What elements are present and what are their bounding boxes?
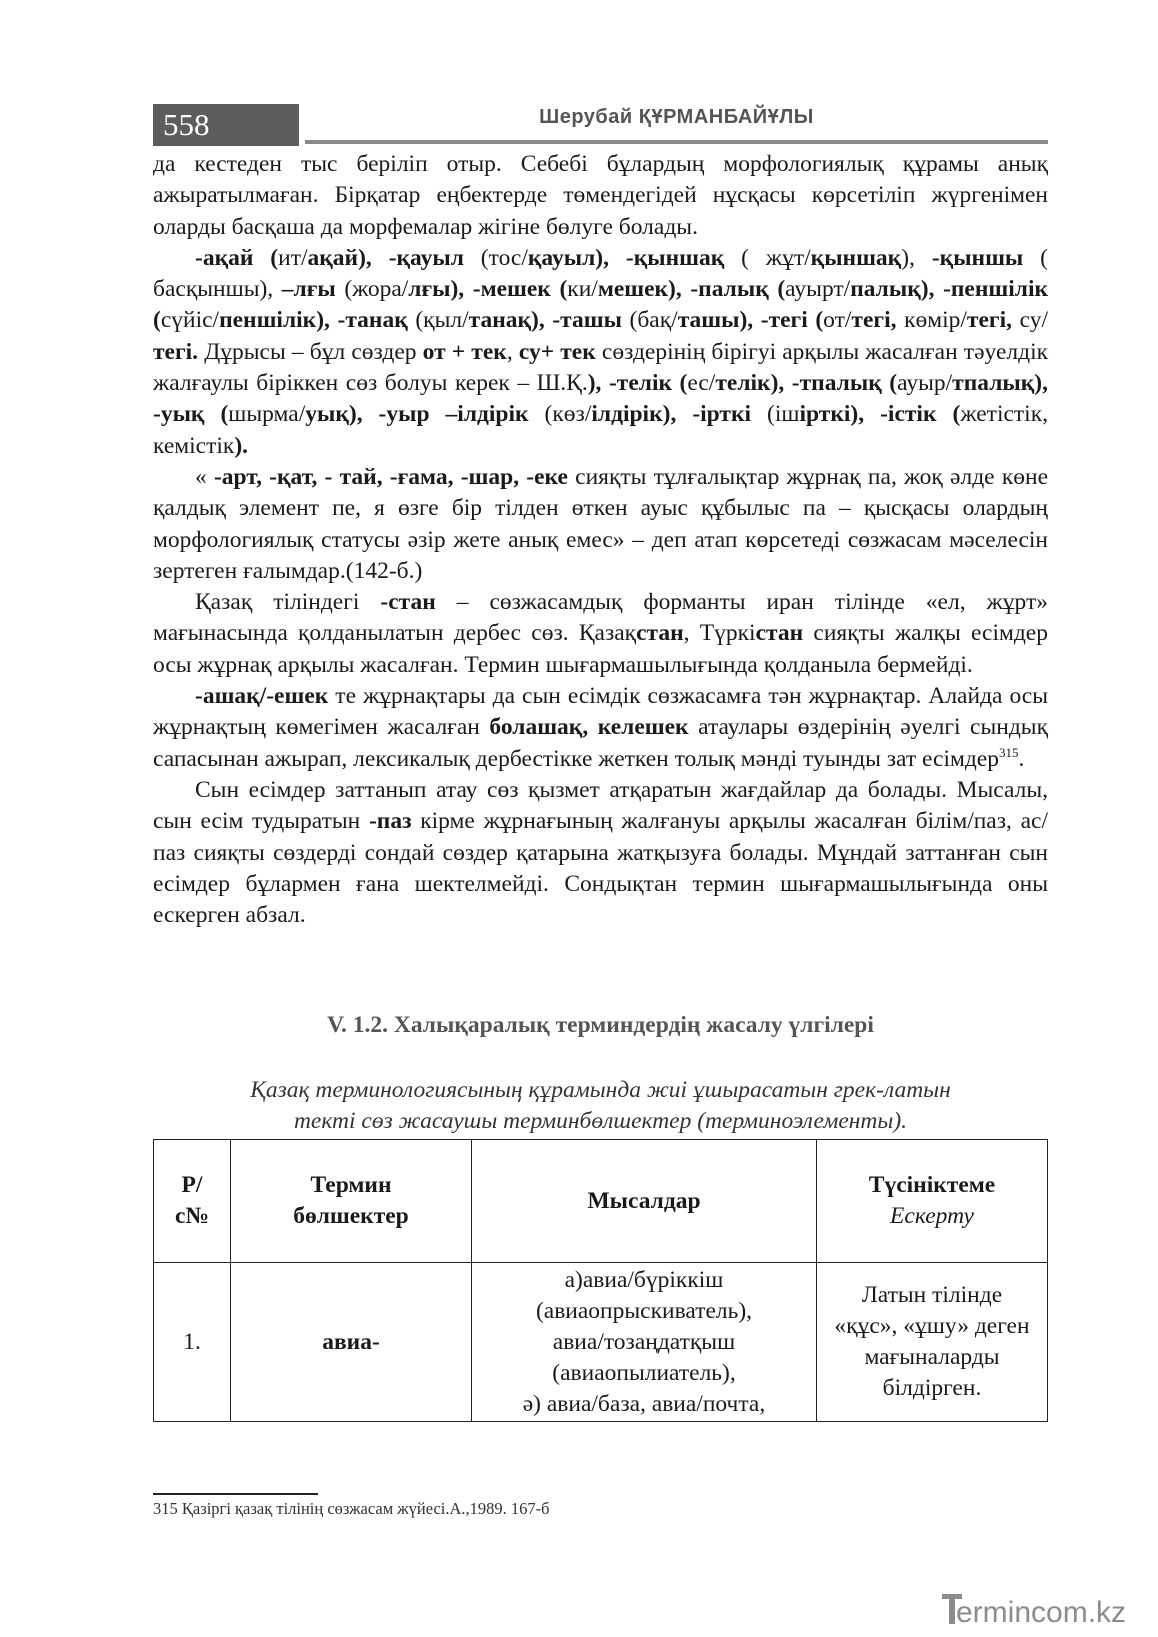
header-term-part: Термин бөлшектер <box>231 1140 472 1263</box>
section-title: V. 1.2. Халықаралық терминдердің жасалу үлгілері <box>327 1012 874 1038</box>
paragraph: -ақай (ит/ақай), -қауыл (тос/қауыл), -қыншақ ( жұт/қыншақ), -қыншы ( басқыншы), –лғы (жора/лғы), -мешек (ки/мешек), -палық (ауырт/палық), -пеншілік (сүйіс/пеншілік), -танақ (қыл/танақ), -ташы (бақ/ташы), -тегі (от/тегі, көмір/тегі, су/тегі. Дұрысы – бұл сөздер от + тек, су+ тек сөздерінің бірігуі арқылы жасалған тәуелдік жалғаулы біріккен сөз болуы керек – Ш.Қ.), -телік (ес/телік), -тпалық (ауыр/тпалық), -уық (шырма/уық), -уыр –ілдірік (көз/ілдірік), -ірткі (ішірткі), -істік (жетістік, кемістік). <box>153 244 1049 459</box>
table-header-row <box>154 1140 1048 1263</box>
running-title: Шерубай ҚҰРМАНБАЙҰЛЫ <box>539 106 814 128</box>
paragraph: Сын есімдер заттанып атау сөз қызмет атқаратын жағдайлар да болады. Мысалы, сын есім тудыратын -паз кірме жұрнағының жалғануы арқылы жасалған білім/паз, ас/паз сияқты сөздерді сондай сөздер қатарына жатқызуға болады. Мұндай заттанған сын есімдер бұлармен ғана шектелмейді. Сондықтан термин шығармашылығында оны ескерген абзал. <box>153 776 1048 929</box>
paragraph: « -арт, -қат, - тай, -ғама, -шар, -еке сияқты тұлғалықтар жұрнақ па, жоқ әлде көне қалдық элемент пе, я өзге бір тілден өткен ауыс құбылыс па – қысқасы олардың морфологиялық статусы әзір жете анық емес» – деп атап көрсетеді сөзжасам мәселесін зертеген ғалымдар.(142-б.) <box>153 463 1048 584</box>
header-number: Р/ с№ <box>154 1140 231 1263</box>
body-text <box>153 149 1048 931</box>
cell-note: Латын тілінде «құс», «ұшу» деген мағыналарды білдірген. <box>817 1263 1048 1422</box>
table-row <box>154 1263 1048 1422</box>
page-number: 558 <box>153 104 299 146</box>
watermark-logo <box>942 1589 1152 1629</box>
cell-number: 1. <box>154 1263 231 1422</box>
paragraph: да кестеден тыс беріліп отыр. Себебі бұлардың морфологиялық құрамы анық ажыратылмаған. Бірқатар еңбектерде төмендегідей нұсқасы көрсетіліп жүргенімен оларды басқаша да морфемалар жігіне бөлуге болады. <box>153 151 1048 240</box>
header-rule <box>305 140 1048 144</box>
cell-examples: а)авиа/бүріккіш (авиаопрыскиватель), авиа/тозаңдатқыш (авиаопылиатель), ә) авиа/база, авиа/почта, <box>472 1263 817 1422</box>
running-header <box>153 104 1048 146</box>
footnote: 315 Қазіргі қазақ тілінің сөзжасам жүйесі.А.,1989. 167-б <box>153 1499 550 1518</box>
term-elements-table <box>153 1139 1048 1422</box>
cell-term-part: авиа- <box>231 1263 472 1422</box>
table-caption-line: текті сөз жасаушы терминбөлшектер (терминоэлементы). <box>293 1108 908 1134</box>
paragraph: Қазақ тіліндегі -стан – сөзжасамдық форманты иран тілінде «ел, жұрт» мағынасында қолданылатын дербес сөз. Қазақстан, Түркістан сияқты жалқы есімдер осы жұрнақ арқылы жасалған. Термин шығармашылығында қолданыла бермейді. <box>153 589 1048 678</box>
table-caption <box>153 1075 1048 1137</box>
table-caption-line: Қазақ терминологиясының құрамында жиі ұшырасатын грек-латын <box>250 1077 951 1103</box>
paragraph: -ашақ/-ешек те жұрнақтары да сын есімдік сөзжасамға тән жұрнақтар. Алайда осы жұрнақтың көмегімен жасалған болашақ, келешек атаулары өздерінің әуелгі сындық сапасынан ажырап, лексикалық дербестікке жеткен толық мәнді туынды зат есімдер$^{315}$. <box>153 683 1049 772</box>
watermark-text: ermincom.kz <box>956 1596 1127 1629</box>
footnote-rule <box>153 1493 318 1495</box>
header-note: Түсініктеме Ескерту <box>817 1140 1048 1263</box>
header-examples: Мысалдар <box>472 1140 817 1263</box>
